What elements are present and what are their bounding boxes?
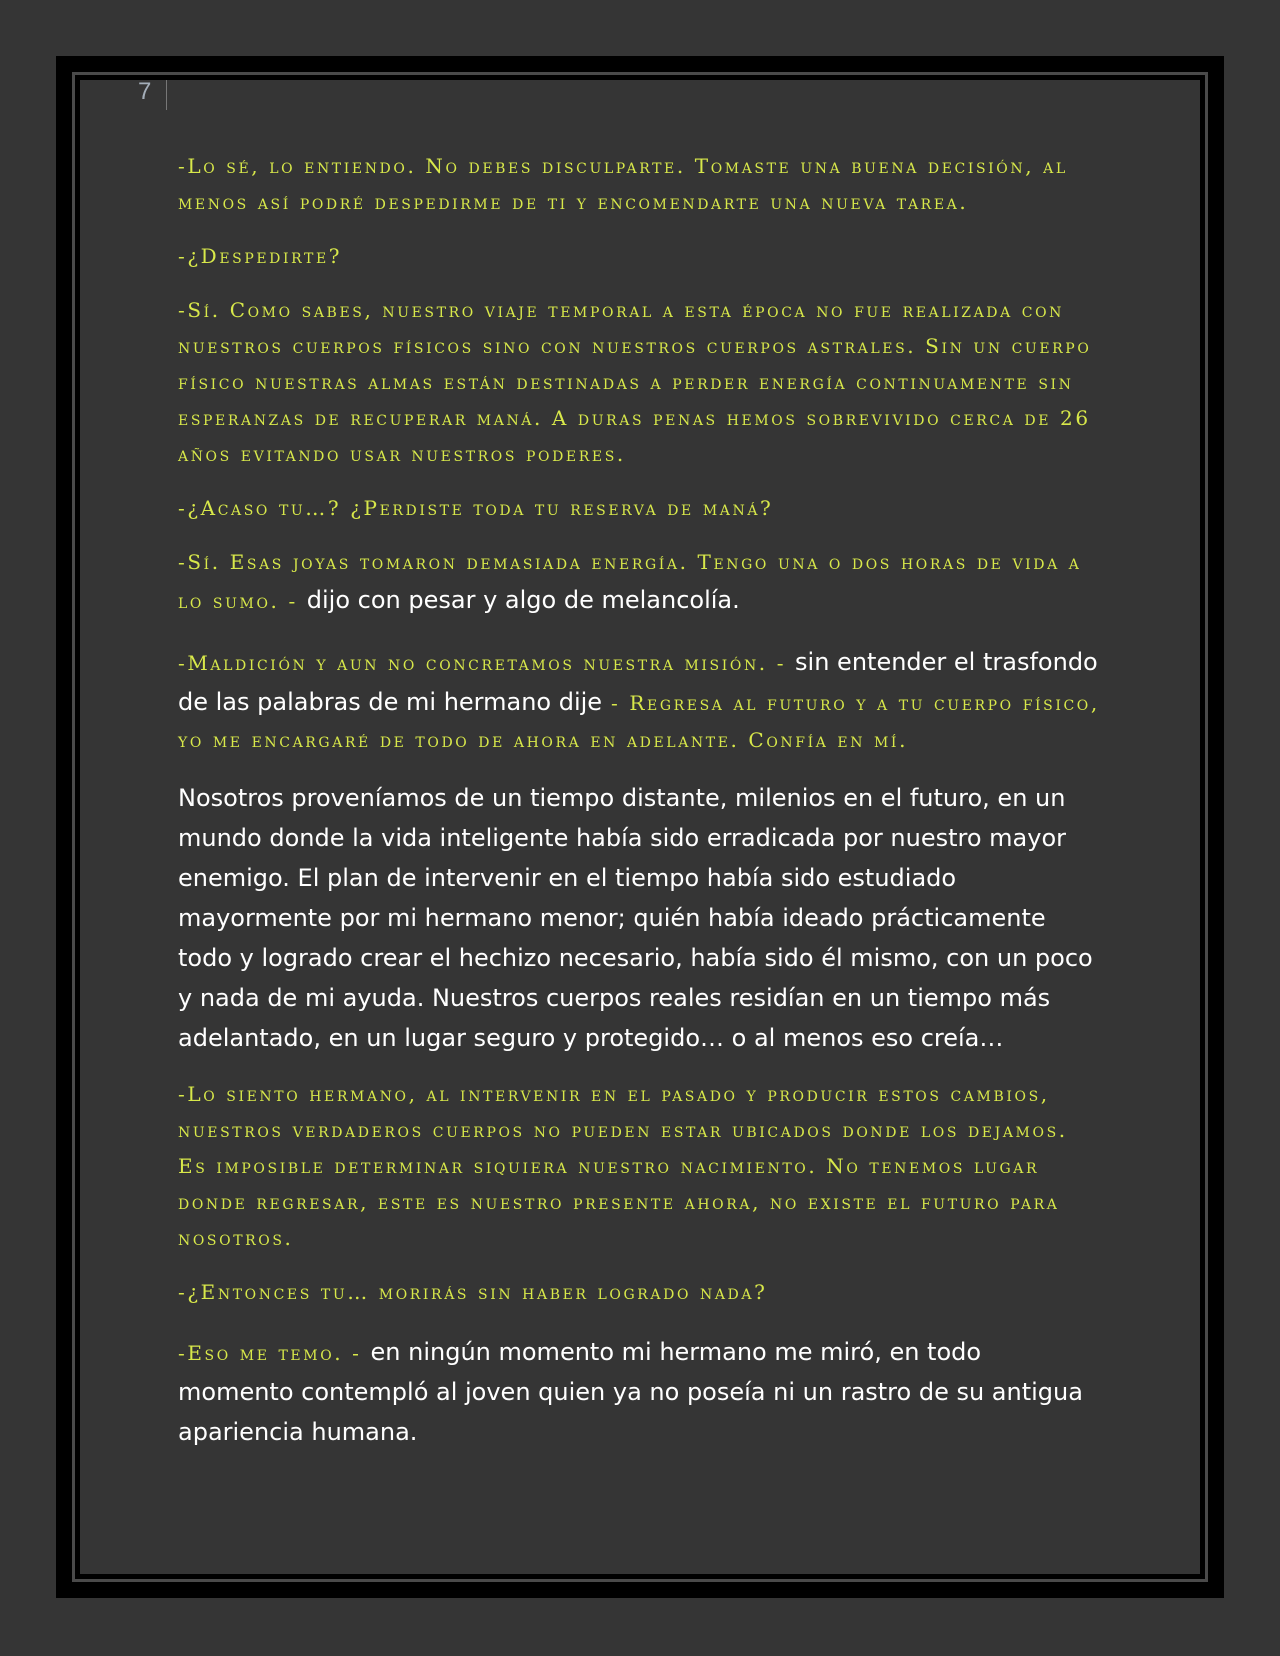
narration-paragraph: Nosotros proveníamos de un tiempo distante, milenios en el futuro, en un mundo donde la vida inteligente había sido erradicada por nuestro mayor enemigo. El plan de intervenir en el tiempo había sido estudiado mayormente por mi hermano menor; quién había ideado prácticamente todo y logrado crear el hechizo necesario, había sido él mismo, con un poco y nada de mi ayuda. Nuestros cuerpos reales residían en un tiempo más adelantado, en un lugar seguro y protegido… o al menos eso creía… xyxy=(178,784,1093,1052)
page-content xyxy=(178,148,1100,1470)
dialog-line: - Regresa al futuro y a tu cuerpo físico, yo me encargaré de todo de ahora en adelante. Confía en mí. xyxy=(178,691,1100,752)
dialog-paragraph xyxy=(178,490,1100,526)
dialog-paragraph xyxy=(178,642,1100,758)
dialog-line: -Maldición y aun no concretamos nuestra misión. - xyxy=(178,651,787,675)
dialog-line: -Sí. Esas joyas tomaron demasiada energía. Tengo una o dos horas de vida a lo sumo. - xyxy=(178,550,1082,613)
dialog-line: -¿Acaso tu…? ¿Perdiste toda tu reserva de maná? xyxy=(178,496,774,520)
dialog-paragraph xyxy=(178,1076,1100,1256)
dialog-paragraph xyxy=(178,544,1100,620)
narration-text: dijo con pesar y algo de melancolía. xyxy=(306,586,740,614)
narration-text: sin entender el trasfondo de las palabras de mi hermano dije xyxy=(178,648,1098,716)
dialog-line: -Lo sé, lo entiendo. No debes disculparte. Tomaste una buena decisión, al menos así podré despedirme de ti y encomendarte una nueva tarea. xyxy=(178,154,1068,214)
dialog-line: -¿Entonces tu… morirás sin haber logrado nada? xyxy=(178,1280,768,1304)
dialog-paragraph xyxy=(178,1332,1100,1452)
dialog-paragraph xyxy=(178,292,1100,472)
dialog-line: -Eso me temo. - xyxy=(178,1341,362,1365)
dialog-paragraph xyxy=(178,238,1100,274)
dialog-paragraph xyxy=(178,1274,1100,1310)
dialog-line: -¿Despedirte? xyxy=(178,244,343,268)
page-number-divider xyxy=(166,80,167,110)
page-number: 7 xyxy=(138,78,152,105)
narration-text: en ningún momento mi hermano me miró, en todo momento contempló al joven quien ya no poseía ni un rastro de su antigua apariencia humana. xyxy=(178,1338,1083,1446)
dialog-paragraph xyxy=(178,148,1100,220)
dialog-line: -Lo siento hermano, al intervenir en el pasado y producir estos cambios, nuestros verdaderos cuerpos no pueden estar ubicados donde los dejamos. Es imposible determinar siquiera nuestro nacimiento. No tenemos lugar donde regresar, este es nuestro presente ahora, no existe el futuro para nosotros. xyxy=(178,1082,1068,1250)
dialog-line: -Sí. Como sabes, nuestro viaje temporal a esta época no fue realizada con nuestros cuerpos físicos sino con nuestros cuerpos astrales. Sin un cuerpo físico nuestras almas están destinadas a perder energía continuamente sin esperanzas de recuperar maná. A duras penas hemos sobrevivido cerca de 26 años evitando usar nuestros poderes. xyxy=(178,298,1092,466)
